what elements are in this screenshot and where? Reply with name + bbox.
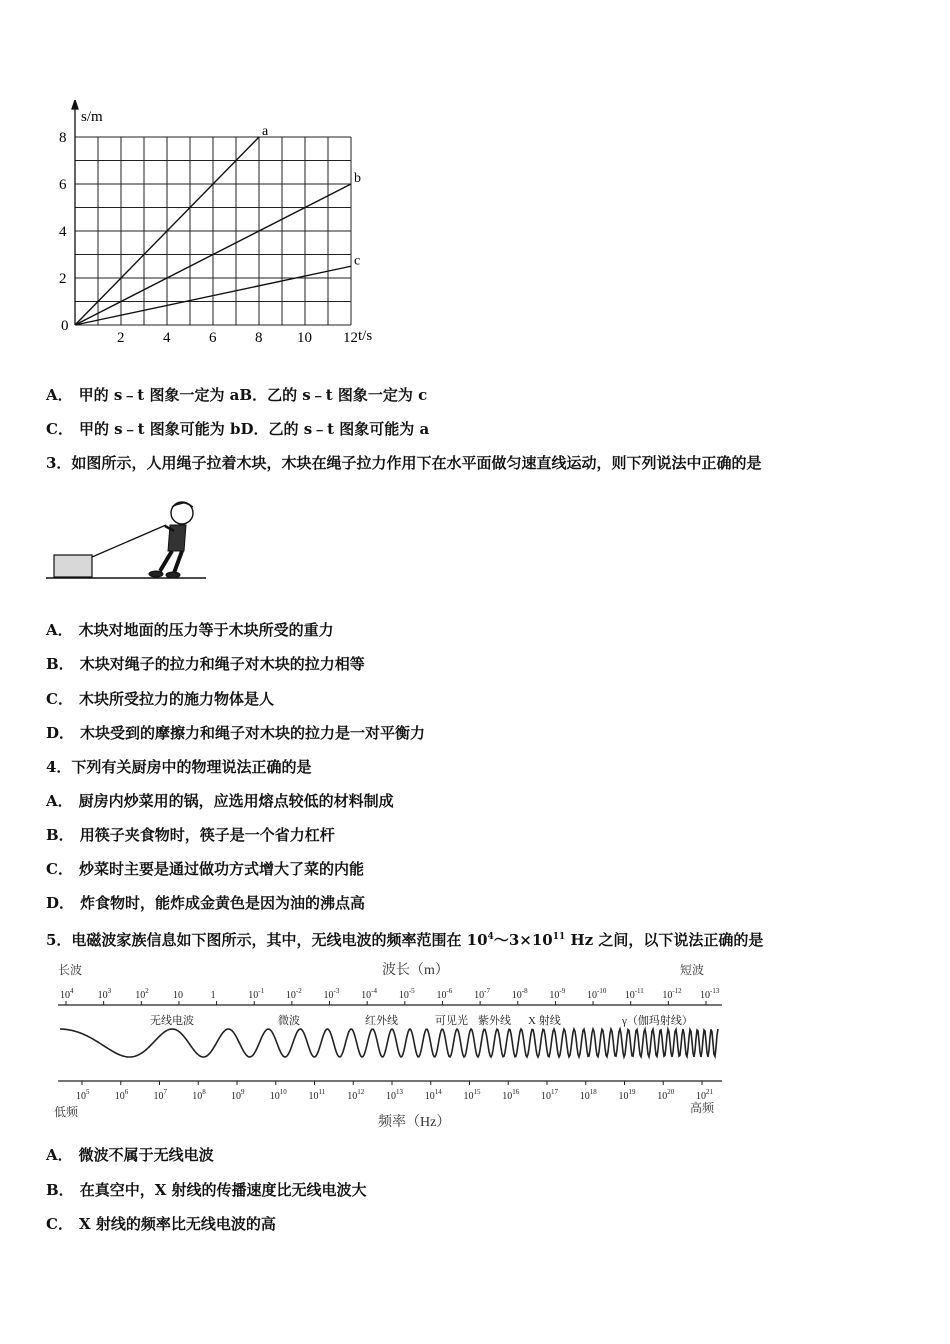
wavelength-tick-exp: 4 — [70, 987, 74, 995]
y-tick-label: 8 — [59, 130, 67, 146]
frequency-tick-label — [464, 1088, 482, 1102]
wavelength-tick-label — [135, 987, 149, 1001]
frequency-tick-exp: 18 — [589, 1088, 597, 1096]
st-labels — [59, 130, 361, 346]
frequency-tick-label — [231, 1088, 245, 1102]
wavelength-tick-label — [549, 987, 565, 1001]
wavelength-tick-exp: -13 — [710, 987, 720, 995]
q3-option-d: D． 木块受到的摩擦力和绳子对木块的拉力是一对平衡力 — [46, 724, 426, 742]
frequency-tick-exp: 5 — [86, 1088, 90, 1096]
wavelength-tick-label — [98, 987, 112, 1001]
band-label: 无线电波 — [150, 1015, 194, 1027]
frequency-tick-exp: 17 — [551, 1088, 558, 1096]
frequency-tick-base: 10 — [347, 1091, 358, 1102]
x-tick-label: 0 — [61, 318, 69, 334]
q4-option-a: A． 厨房内炒菜用的锅，应选用熔点较低的材料制成 — [46, 792, 394, 810]
q5-option-a: A． 微波不属于无线电波 — [46, 1146, 214, 1164]
wavelength-tick-base: 10 — [624, 990, 635, 1001]
frequency-title: 频率（Hz） — [378, 1115, 451, 1130]
wavelength-tick-label — [512, 987, 528, 1001]
q3-stem: 3．如图所示，人用绳子拉着木块，木块在绳子拉力作用下在水平面做匀速直线运动，则下列说法中正确的是 — [46, 454, 762, 472]
band-labels — [150, 1013, 693, 1027]
frequency-tick-base: 10 — [192, 1091, 203, 1102]
frequency-tick-base: 10 — [114, 1091, 125, 1102]
frequency-tick-label — [309, 1088, 326, 1102]
wavelength-tick-exp: -6 — [446, 987, 453, 995]
wavelength-tick-label — [399, 987, 415, 1001]
y-tick-label: 2 — [59, 271, 67, 287]
wavelength-tick-base: 10 — [587, 990, 598, 1001]
rope-pull-figure — [46, 495, 206, 587]
em-spectrum-figure — [50, 958, 730, 1132]
frequency-tick-base: 10 — [618, 1091, 629, 1102]
frequency-tick-exp: 7 — [163, 1088, 167, 1096]
x-tick-label: 10 — [297, 330, 312, 346]
frequency-tick-label — [541, 1088, 559, 1102]
wavelength-tick-label — [324, 987, 340, 1001]
frequency-tick-exp: 16 — [512, 1088, 520, 1096]
wavelength-tick-exp: -2 — [295, 987, 302, 995]
wavelength-tick-exp: -12 — [672, 987, 682, 995]
wavelength-tick-base: 10 — [474, 990, 485, 1001]
wavelength-tick-base: 10 — [398, 990, 409, 1001]
frequency-tick-label — [347, 1088, 365, 1102]
q5-option-c: C． X 射线的频率比无线电波的高 — [46, 1215, 276, 1233]
frequency-tick-exp: 19 — [628, 1088, 636, 1096]
q5-option-b: B． 在真空中，X 射线的传播速度比无线电波大 — [46, 1181, 367, 1199]
em-wave — [60, 1029, 718, 1057]
series-label-c: c — [354, 253, 361, 269]
wavelength-tick-base: 10 — [549, 990, 560, 1001]
frequency-tick-exp: 13 — [396, 1088, 403, 1096]
frequency-tick-exp: 6 — [124, 1088, 129, 1096]
wavelength-tick-base: 1 — [210, 990, 216, 1001]
frequency-tick-base: 10 — [269, 1091, 280, 1102]
x-axis-label: t/s — [358, 328, 373, 344]
y-tick-label: 6 — [59, 177, 67, 193]
frequency-tick-base: 10 — [386, 1091, 396, 1102]
frequency-tick-label — [580, 1088, 598, 1102]
wavelength-tick-base: 10 — [700, 990, 710, 1001]
frequency-tick-base: 10 — [308, 1091, 319, 1102]
wavelength-tick-exp: 2 — [145, 987, 149, 995]
frequency-tick-label — [696, 1088, 714, 1102]
wavelength-tick-base: 10 — [135, 990, 146, 1001]
wavelength-tick-label — [286, 987, 302, 1001]
frequency-tick-base: 10 — [153, 1091, 164, 1102]
wavelength-tick-base: 10 — [172, 990, 183, 1001]
x-tick-label: 8 — [255, 330, 263, 346]
band-label: 可见光 — [435, 1015, 468, 1027]
wavelength-tick-label — [700, 987, 720, 1001]
wavelength-tick-label — [587, 987, 607, 1001]
q4-option-d: D． 炸食物时，能炸成金黄色是因为油的沸点高 — [46, 894, 366, 912]
band-label: X 射线 — [528, 1015, 561, 1027]
frequency-tick-label — [502, 1088, 520, 1102]
frequency-tick-base: 10 — [696, 1091, 706, 1102]
st-series — [75, 124, 361, 325]
wavelength-tick-label — [474, 987, 490, 1001]
frequency-tick-exp: 15 — [473, 1088, 481, 1096]
y-tick-label: 4 — [59, 224, 67, 240]
x-tick-label: 12 — [343, 330, 358, 346]
frequency-tick-base: 10 — [502, 1091, 513, 1102]
frequency-tick-label — [154, 1088, 168, 1102]
frequency-tick-exp: 14 — [434, 1088, 442, 1096]
frequency-tick-exp: 20 — [667, 1088, 675, 1096]
wavelength-tick-label — [248, 987, 264, 1001]
st-axes — [72, 100, 78, 325]
frequency-tick-label — [619, 1088, 637, 1102]
frequency-tick-base: 10 — [541, 1091, 551, 1102]
wavelength-tick-label — [436, 987, 452, 1001]
frequency-tick-label — [192, 1088, 206, 1102]
wavelength-tick-base: 10 — [511, 990, 522, 1001]
high-freq-label: 高频 — [690, 1101, 715, 1115]
st-grid — [75, 137, 351, 325]
wooden-block — [54, 555, 92, 577]
low-freq-label: 低频 — [54, 1105, 79, 1119]
frequency-tick-base: 10 — [579, 1091, 590, 1102]
x-tick-label: 6 — [209, 330, 217, 346]
wavelength-tick-exp: -8 — [521, 987, 528, 995]
wavelength-tick-exp: -3 — [333, 987, 340, 995]
short-wave-label: 短波 — [680, 963, 705, 977]
wavelength-tick-exp: -7 — [484, 987, 490, 995]
frequency-tick-label — [657, 1088, 675, 1102]
frequency-tick-label — [425, 1088, 443, 1102]
wavelength-title: 波长（m） — [382, 963, 449, 978]
x-tick-label: 2 — [117, 330, 125, 346]
frequency-tick-base: 10 — [657, 1091, 668, 1102]
wavelength-tick-exp: -9 — [559, 987, 566, 995]
wavelength-tick-exp: 3 — [107, 987, 112, 995]
q3-option-c: C． 木块所受拉力的施力物体是人 — [46, 690, 274, 708]
wavelength-tick-base: 10 — [436, 990, 447, 1001]
frequency-ticks — [76, 1081, 714, 1102]
frequency-tick-label — [386, 1088, 404, 1102]
band-label: γ（伽玛射线） — [622, 1015, 693, 1027]
wavelength-tick-base: 10 — [662, 990, 673, 1001]
frequency-tick-exp: 21 — [706, 1088, 713, 1096]
q2-option-row-2: C． 甲的 s﹣t 图象可能为 bD．乙的 s﹣t 图象可能为 a — [46, 420, 430, 438]
wavelength-tick-label — [625, 987, 645, 1001]
wavelength-tick-base: 10 — [323, 990, 334, 1001]
frequency-tick-label — [115, 1088, 129, 1102]
wavelength-tick-base: 10 — [285, 990, 296, 1001]
frequency-tick-base: 10 — [231, 1091, 241, 1102]
wavelength-tick-base: 10 — [248, 990, 259, 1001]
wavelength-tick-label — [361, 987, 377, 1001]
wavelength-tick-base: 10 — [60, 990, 70, 1001]
q3-option-b: B． 木块对绳子的拉力和绳子对木块的拉力相等 — [46, 655, 365, 673]
person-figure — [149, 502, 193, 578]
frequency-tick-base: 10 — [463, 1091, 474, 1102]
q2-option-row-1: A． 甲的 s﹣t 图象一定为 aB．乙的 s﹣t 图象一定为 c — [46, 386, 428, 404]
wavelength-tick-exp: -11 — [634, 987, 644, 995]
frequency-tick-exp: 8 — [202, 1088, 206, 1096]
wavelength-tick-base: 10 — [361, 990, 372, 1001]
q5-stem: 5．电磁波家族信息如下图所示，其中，无线电波的频率范围在 $10^4\sim 3\times 10^{11}$ Hz 之间，以下说法正确的是 — [46, 931, 764, 949]
wavelength-tick-exp: -4 — [371, 987, 378, 995]
q4-stem: 4．下列有关厨房中的物理说法正确的是 — [46, 758, 312, 776]
band-label: 紫外线 — [478, 1015, 511, 1027]
wavelength-tick-exp: -1 — [258, 987, 265, 995]
frequency-tick-base: 10 — [76, 1091, 86, 1102]
frequency-tick-exp: 12 — [357, 1088, 365, 1096]
frequency-tick-base: 10 — [424, 1091, 435, 1102]
q3-option-a: A． 木块对地面的压力等于木块所受的重力 — [46, 621, 334, 639]
band-label: 红外线 — [365, 1015, 398, 1027]
y-axis-label: s/m — [81, 109, 103, 125]
wavelength-tick-label — [662, 987, 682, 1001]
wavelength-tick-label — [173, 990, 183, 1001]
q4-option-c: C． 炒菜时主要是通过做功方式增大了菜的内能 — [46, 860, 364, 878]
frequency-tick-label — [270, 1088, 288, 1102]
frequency-tick-label — [76, 1088, 90, 1102]
frequency-tick-exp: 11 — [318, 1088, 326, 1096]
wavelength-tick-label — [60, 987, 74, 1001]
series-label-b: b — [354, 171, 361, 186]
x-tick-label: 4 — [163, 330, 171, 346]
wavelength-tick-exp: -10 — [597, 987, 607, 995]
wavelength-ticks — [60, 987, 720, 1005]
st-graph — [44, 100, 384, 358]
frequency-tick-exp: 9 — [241, 1088, 245, 1096]
frequency-tick-exp: 10 — [279, 1088, 287, 1096]
wavelength-tick-exp: -5 — [408, 987, 415, 995]
wavelength-tick-label — [211, 990, 216, 1001]
band-label: 微波 — [278, 1015, 300, 1027]
q4-option-b: B． 用筷子夹食物时，筷子是一个省力杠杆 — [46, 826, 335, 844]
wavelength-tick-base: 10 — [97, 990, 108, 1001]
rope — [92, 525, 166, 557]
series-label-a: a — [262, 124, 269, 139]
long-wave-label: 长波 — [58, 963, 83, 977]
